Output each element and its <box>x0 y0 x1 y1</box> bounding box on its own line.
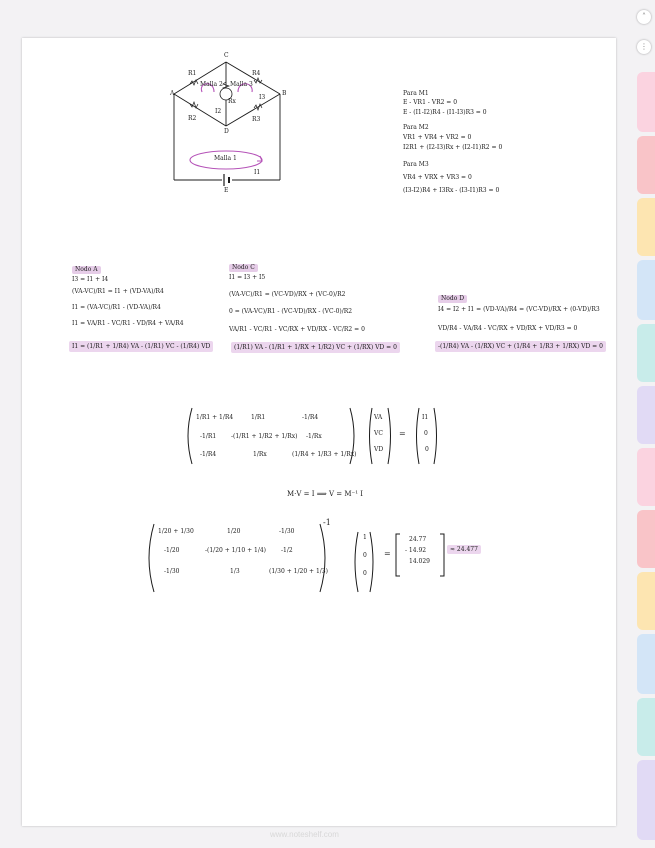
tab-yellow-2[interactable] <box>637 572 655 630</box>
node-a-line-1: I3 = I1 + I4 <box>72 276 109 283</box>
node-label-e: E <box>224 187 229 194</box>
mesh2-line-2: I2R1 + (I2-I3)Rx + (I2-I1)R2 = 0 <box>403 144 503 151</box>
matrix1-r2c2: -(1/R1 + 1/R2 + 1/Rx) <box>231 433 298 440</box>
current-label-i3: I3 <box>259 94 266 101</box>
sidebar-up-button[interactable] <box>637 10 651 24</box>
mesh1-line-2: E - (I1-I2)R4 - (I1-I3)R3 = 0 <box>403 109 487 116</box>
node-c-title: Nodo C <box>229 264 258 272</box>
mesh3-line-1: VR4 + VRX + VR3 = 0 <box>403 174 472 181</box>
matrix1-v2: VC <box>374 430 383 437</box>
matrix2-r1c1: 1/20 + 1/30 <box>158 528 194 535</box>
matrix2-final-value: ≈ 24.477 <box>447 545 481 554</box>
node-a-result: I1 = (1/R1 + 1/R4) VA - (1/R1) VC - (1/R4) VD <box>69 341 213 352</box>
current-label-i2: I2 <box>215 108 222 115</box>
battery-icon <box>224 174 229 186</box>
matrix2-v1: 1 <box>363 534 367 541</box>
mesh2-line-1: VR1 + VR4 + VR2 = 0 <box>403 134 472 141</box>
inverse-formula: M·V = I ⟹ V = M⁻¹ I <box>287 490 364 498</box>
mesh-label-1: Malla 1 <box>214 155 237 162</box>
matrix1-i2: 0 <box>424 430 428 437</box>
matrix1-r1c1: 1/R1 + 1/R4 <box>196 414 234 421</box>
node-c-line-4: VA/R1 - VC/R1 - VC/RX + VD/RX - VC/R2 = 0 <box>229 326 365 333</box>
matrix2-r2c2: -(1/20 + 1/10 + 1/4) <box>205 547 266 554</box>
tab-teal[interactable] <box>637 324 655 382</box>
node-a-title: Nodo A <box>72 266 101 274</box>
matrix1-equals: = <box>399 429 406 438</box>
matrix2-r2c3: -1/2 <box>281 547 293 554</box>
matrix2-r1c2: 1/20 <box>227 528 241 535</box>
node-a-line-3: I1 = (VA-VC)/R1 - (VD-VA)/R4 <box>72 304 161 311</box>
mesh-label-3: Malla 3 <box>230 81 253 88</box>
tab-lavender[interactable] <box>637 386 655 444</box>
node-c-line-1: I1 = I3 + I5 <box>229 274 266 281</box>
node-label-a: A <box>170 90 175 97</box>
matrix2-r3c1: -1/30 <box>164 568 180 575</box>
tab-red-2[interactable] <box>637 510 655 568</box>
node-c-result: (1/R1) VA - (1/R1 + 1/RX + 1/R2) VC + (1/RX) VD = 0 <box>231 342 400 353</box>
chevron-up-icon: ˄ <box>642 12 646 21</box>
matrix1-r1c3: -1/R4 <box>302 414 319 421</box>
tab-pink-2[interactable] <box>637 448 655 506</box>
matrix2-r3c2: 1/3 <box>230 568 240 575</box>
matrix2-equals: = <box>384 549 391 558</box>
matrix1-r3c2: 1/Rx <box>253 451 267 458</box>
matrix1-r2c3: -1/Rx <box>306 433 322 440</box>
more-dots-icon: ⋮ <box>640 42 648 51</box>
tab-yellow[interactable] <box>637 198 655 256</box>
circuit-diagram <box>162 52 312 212</box>
matrix2-v2: 0 <box>363 552 367 559</box>
tab-red[interactable] <box>637 136 655 194</box>
resistor-label-r3: R3 <box>252 116 261 123</box>
matrix1-r1c2: 1/R1 <box>251 414 266 421</box>
node-d-line-1: I4 = I2 + I1 = (VD-VA)/R4 = (VC-VD)/RX + (0-VD)/R3 <box>438 306 600 313</box>
matrix1-r3c3: (1/R4 + 1/R3 + 1/Rx) <box>292 451 357 458</box>
node-a-line-2: (VA-VC)/R1 = I1 + (VD-VA)/R4 <box>72 288 164 295</box>
resistor-label-r2: R2 <box>188 115 197 122</box>
matrix1-v1: VA <box>374 414 383 421</box>
mesh3-heading: Para M3 <box>403 161 429 168</box>
resistor-label-rx: Rx <box>228 98 236 105</box>
matrix1-r2c1: -1/R1 <box>200 433 217 440</box>
node-d-line-2: VD/R4 - VA/R4 - VC/RX + VD/RX + VD/R3 = 0 <box>438 325 578 332</box>
tab-lavender-2[interactable] <box>637 760 655 840</box>
mesh1-heading: Para M1 <box>403 90 429 97</box>
node-d-result: -(1/R4) VA - (1/RX) VC + (1/R4 + 1/R3 + 1/RX) VD = 0 <box>435 341 606 352</box>
node-label-c: C <box>224 52 229 59</box>
node-c-line-2: (VA-VC)/R1 = (VC-VD)/RX + (VC-0)/R2 <box>229 291 346 298</box>
mesh1-line-1: E - VR1 - VR2 = 0 <box>403 99 458 106</box>
watermark: www.noteshelf.com <box>270 830 339 839</box>
matrix2-result-1: 24.77 <box>409 536 427 543</box>
current-label-i1: I1 <box>254 169 261 176</box>
node-c-line-3: 0 = (VA-VC)/R1 - (VC-VD)/RX - (VC-0)/R2 <box>229 308 353 315</box>
matrix1-i3: 0 <box>425 446 429 453</box>
matrix2-result-2: - 14.92 <box>405 547 427 554</box>
tab-pink[interactable] <box>637 72 655 132</box>
tab-teal-2[interactable] <box>637 698 655 756</box>
mesh2-heading: Para M2 <box>403 124 429 131</box>
matrix1-r3c1: -1/R4 <box>200 451 217 458</box>
notebook-page <box>22 38 616 826</box>
node-d-title: Nodo D <box>438 295 467 303</box>
node-a-line-4: I1 = VA/R1 - VC/R1 - VD/R4 + VA/R4 <box>72 320 184 327</box>
matrix2-r2c1: -1/20 <box>164 547 180 554</box>
resistor-label-r4: R4 <box>252 70 261 77</box>
notebook-tab-strip <box>633 0 655 848</box>
matrix2-r1c3: -1/30 <box>279 528 295 535</box>
node-label-b: B <box>282 90 287 97</box>
mesh3-line-2: (I3-I2)R4 + I3Rx - (I3-I1)R3 = 0 <box>403 187 500 194</box>
mesh-label-2: Malla 2 <box>200 81 223 88</box>
matrix2-result-3: 14.029 <box>409 558 430 565</box>
tab-lightblue-2[interactable] <box>637 634 655 694</box>
tab-lightblue[interactable] <box>637 260 655 320</box>
resistor-label-r1: R1 <box>188 70 197 77</box>
matrix2-r3c3: (1/30 + 1/20 + 1/3) <box>269 568 328 575</box>
matrix2-v3: 0 <box>363 570 367 577</box>
sidebar-more-button[interactable] <box>637 40 651 54</box>
matrix1-i1: I1 <box>422 414 429 421</box>
matrix2-inverse-power: -1 <box>323 518 331 527</box>
matrix1-v3: VD <box>374 446 384 453</box>
node-label-d: D <box>224 128 229 135</box>
